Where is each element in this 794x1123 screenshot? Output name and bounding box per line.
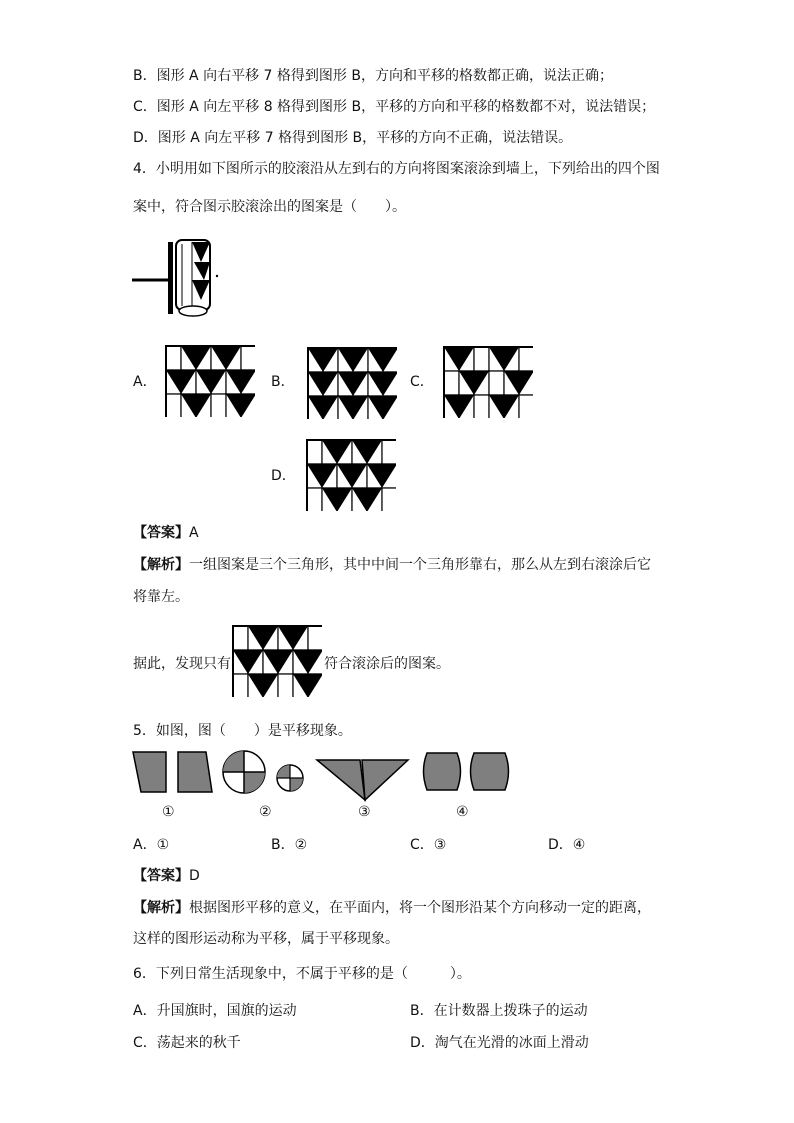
grid-cell	[166, 394, 181, 417]
trapezoid-right-shape	[178, 752, 212, 792]
analysis-tag: 【解析】	[133, 900, 189, 916]
grid-cell	[474, 395, 489, 418]
q4-answer-line	[133, 523, 199, 543]
q6-option-d: D．淘气在光滑的冰面上滑动	[410, 1035, 589, 1051]
answer-value: D	[189, 868, 200, 884]
q5-analysis-line1	[133, 898, 651, 918]
q4-option-c-pattern	[443, 346, 533, 418]
q4-option-d-label: D．	[271, 468, 296, 484]
q3-option-d: D．图形 A 向左平移 7 格得到图形 B，平移的方向不正确，说法错误。	[133, 130, 573, 146]
q5-figures	[130, 748, 520, 804]
q6-option-c: C．荡起来的秋千	[133, 1035, 241, 1051]
grid-cell	[233, 674, 248, 697]
right-triangle-shape	[362, 760, 408, 800]
answer-value: A	[189, 525, 199, 541]
q5-analysis-line2: 这样的图形运动称为平移，属于平移现象。	[133, 931, 399, 947]
grid-cell	[166, 346, 181, 370]
q5-stem: 5．如图，图（ ）是平移现象。	[133, 723, 352, 739]
q5-option-a: A．①	[133, 837, 170, 853]
grid-cell	[233, 626, 248, 650]
q4-option-c-label: C．	[410, 374, 434, 390]
q3-option-c: C．图形 A 向左平移 8 格得到图形 B，平移的方向和平移的格数都不对，说法错误；	[133, 99, 656, 115]
q4-conclusion-before: 据此，发现只有	[133, 656, 231, 672]
q5-option-b: B．②	[271, 837, 308, 853]
q4-option-a-label: A．	[133, 374, 157, 390]
q4-option-a-pattern	[165, 345, 255, 417]
q5-answer-line	[133, 866, 200, 886]
q5-option-c: C．③	[410, 837, 447, 853]
q6-stem: 6．下列日常生活现象中，不属于平移的是（ ）。	[133, 966, 471, 982]
analysis-text: 一组图案是三个三角形，其中中间一个三角形靠右，那么从左到右滚涂后它	[189, 557, 651, 573]
grid-cell	[382, 488, 396, 511]
grid-cell	[278, 674, 293, 697]
q4-conclusion-after: 符合滚涂后的图案。	[324, 656, 450, 672]
q4-analysis-line1	[133, 555, 651, 575]
q4-option-b-label: B．	[271, 374, 295, 390]
grid-cell	[474, 347, 489, 371]
grid-cell	[241, 346, 255, 370]
answer-tag: 【答案】	[133, 868, 189, 884]
q5-option-d: D．④	[548, 837, 586, 853]
grid-cell	[307, 440, 322, 464]
barrel-right-shape	[471, 753, 509, 790]
grid-cell	[211, 394, 226, 417]
q4-stem-line2: 案中，符合图示胶滚涂出的图案是（ ）。	[133, 199, 406, 215]
left-triangle-shape	[317, 760, 365, 800]
q6-option-b: B．在计数器上拨珠子的运动	[410, 1003, 588, 1019]
q3-option-b: B．图形 A 向右平移 7 格得到图形 B，方向和平移的格数都正确，说法正确；	[133, 68, 613, 84]
grid-cell	[382, 440, 396, 464]
q6-option-a: A．升国旗时，国旗的运动	[133, 1003, 297, 1019]
grid-cell	[308, 626, 322, 650]
q5-fig-label-2: ②	[259, 804, 272, 820]
q4-stem-line1: 4．小明用如下图所示的胶滚沿从左到右的方向将图案滚涂到墙上，下列给出的四个图	[133, 161, 660, 177]
grid-cell	[444, 371, 459, 395]
q4-conclusion-pattern	[232, 625, 322, 697]
analysis-text: 根据图形平移的意义，在平面内，将一个图形沿某个方向移动一定的距离，	[189, 900, 651, 916]
grid-cell	[489, 371, 504, 395]
q5-fig-label-4: ④	[456, 804, 469, 820]
trapezoid-left-shape	[133, 752, 166, 792]
grid-cell	[519, 395, 533, 418]
barrel-left-shape	[424, 753, 461, 790]
answer-tag: 【答案】	[133, 525, 189, 541]
q5-fig-label-1: ①	[162, 804, 175, 820]
grid-cell	[307, 488, 322, 511]
grid-cell	[519, 347, 533, 371]
analysis-tag: 【解析】	[133, 557, 189, 573]
q5-fig-label-3: ③	[358, 804, 371, 820]
q4-analysis-line2: 将靠左。	[133, 589, 189, 605]
q4-option-b-pattern	[307, 347, 397, 419]
q4-option-d-pattern	[306, 439, 396, 511]
paint-roller-figure	[130, 234, 225, 320]
